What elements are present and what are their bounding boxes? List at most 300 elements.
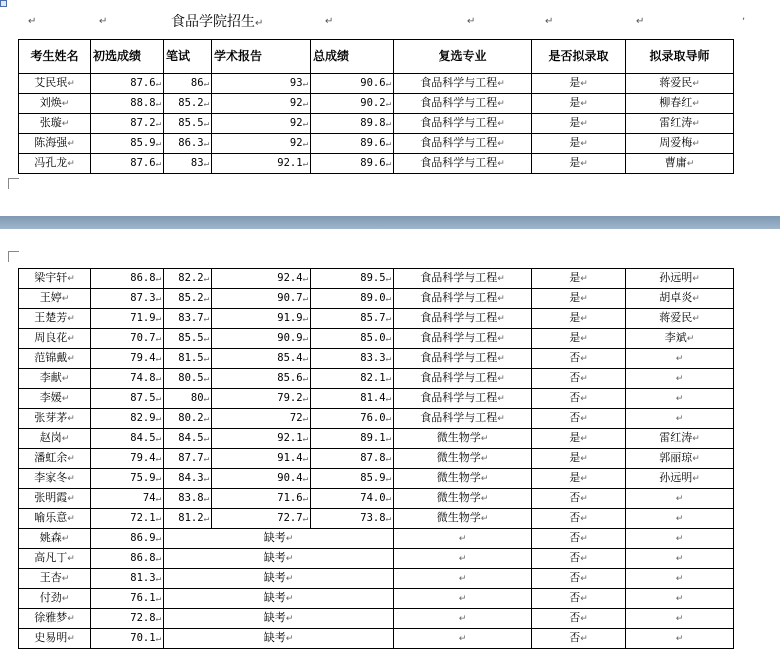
cell-preliminary-score [91, 269, 164, 289]
cell-academic-report-text: 92.1 [277, 156, 303, 169]
cell-academic-report [212, 349, 311, 369]
cell-written-test-text: 83 [190, 156, 204, 169]
cell-total-score [311, 154, 394, 174]
cell-supervisor [626, 134, 734, 154]
cell-preliminary-score-text: 86.8 [130, 551, 156, 564]
cell-candidate-name-text: 李献 [39, 371, 62, 384]
cell-end-mark: ↵ [675, 594, 684, 604]
cell-end-mark: ↵ [497, 294, 505, 304]
cell-academic-report [212, 509, 311, 529]
paragraph-mark: , [742, 11, 746, 22]
cell-preliminary-score [91, 134, 164, 154]
cell-academic-report [212, 489, 311, 509]
cell-preliminary-score-text: 81.3 [130, 571, 156, 584]
cell-end-mark: ↵ [385, 293, 391, 304]
cell-major [394, 569, 532, 589]
cell-end-mark: ↵ [155, 453, 161, 464]
cell-end-mark: ↵ [285, 614, 294, 624]
header-major: 复选专业 [394, 40, 532, 74]
cell-major-text: 食品科学与工程 [420, 411, 498, 424]
cell-supervisor [626, 529, 734, 549]
cell-candidate-name [19, 369, 91, 389]
cell-end-mark: ↵ [302, 98, 308, 109]
cell-end-mark: ↵ [480, 474, 489, 484]
cell-end-mark: ↵ [285, 634, 294, 644]
cell-total-score [311, 329, 394, 349]
cell-candidate-name-text: 艾民珉 [34, 76, 68, 89]
cell-end-mark: ↵ [302, 453, 308, 464]
cell-end-mark: ↵ [458, 554, 467, 564]
cell-end-mark: ↵ [580, 514, 588, 524]
cell-admitted-text: 否 [569, 611, 581, 624]
cell-major [394, 369, 532, 389]
cell-candidate-name-text: 冯孔龙 [34, 156, 68, 169]
cell-candidate-name-text: 赵岗 [39, 431, 62, 444]
cell-end-mark: ↵ [302, 393, 308, 404]
cell-candidate-name-text: 梁宇轩 [34, 271, 68, 284]
cell-supervisor [626, 154, 734, 174]
cell-end-mark: ↵ [67, 454, 75, 464]
cell-total-score [311, 469, 394, 489]
cell-admitted-text: 是 [569, 136, 581, 149]
cell-preliminary-score [91, 289, 164, 309]
cell-end-mark: ↵ [67, 634, 75, 644]
cell-end-mark: ↵ [497, 79, 505, 89]
cell-end-mark: ↵ [302, 373, 308, 384]
cell-preliminary-score-text: 86.8 [130, 271, 156, 284]
cell-absent-text: 缺考 [263, 611, 286, 624]
cell-academic-report-text: 90.7 [277, 291, 303, 304]
cell-written-test [164, 269, 212, 289]
cell-major [394, 134, 532, 154]
cell-total-score-text: 89.8 [360, 116, 386, 129]
cell-academic-report [212, 309, 311, 329]
cell-end-mark: ↵ [385, 493, 391, 504]
cell-end-mark: ↵ [385, 273, 391, 284]
table-row [19, 409, 734, 429]
cell-end-mark: ↵ [458, 574, 467, 584]
cell-candidate-name-text: 范锦戴 [34, 351, 68, 364]
cell-academic-report [212, 449, 311, 469]
cell-total-score-text: 83.3 [360, 351, 386, 364]
cell-major-text: 微生物学 [436, 451, 481, 464]
cell-major-text: 微生物学 [436, 491, 481, 504]
cell-total-score-text: 85.9 [360, 471, 386, 484]
cell-academic-report [212, 409, 311, 429]
cell-preliminary-score [91, 529, 164, 549]
cell-end-mark: ↵ [155, 373, 161, 384]
cell-end-mark: ↵ [385, 138, 391, 149]
cell-total-score-text: 89.0 [360, 291, 386, 304]
cell-preliminary-score-text: 72.8 [130, 611, 156, 624]
cell-supervisor-text: 胡卓炎 [659, 291, 693, 304]
cell-written-test [164, 309, 212, 329]
cell-end-mark: ↵ [675, 414, 684, 424]
cell-preliminary-score-text: 79.4 [130, 351, 156, 364]
cell-admitted [532, 154, 626, 174]
cell-admitted [532, 289, 626, 309]
document-page-1 [0, 0, 780, 216]
cell-absent [164, 529, 394, 549]
cell-end-mark: ↵ [580, 294, 588, 304]
cell-end-mark: ↵ [155, 433, 161, 444]
cell-end-mark: ↵ [203, 313, 209, 324]
cell-major-text: 食品科学与工程 [420, 311, 498, 324]
cell-candidate-name-text: 徐雅梦 [34, 611, 68, 624]
cell-major-text: 食品科学与工程 [420, 116, 498, 129]
cell-major-text: 食品科学与工程 [420, 371, 498, 384]
page-title: 食品学院招生↵ [171, 14, 264, 30]
cell-total-score-text: 73.8 [360, 511, 386, 524]
cell-end-mark: ↵ [675, 514, 684, 524]
table-row-absent [19, 609, 734, 629]
cell-candidate-name-text: 王楚芳 [34, 311, 68, 324]
cell-end-mark: ↵ [580, 454, 588, 464]
table-row [19, 289, 734, 309]
cell-supervisor [626, 369, 734, 389]
cell-preliminary-score-text: 84.5 [130, 431, 156, 444]
cell-major-text: 食品科学与工程 [420, 271, 498, 284]
cell-end-mark: ↵ [580, 414, 588, 424]
cell-academic-report [212, 94, 311, 114]
cell-end-mark: ↵ [580, 274, 588, 284]
cell-academic-report-text: 85.6 [277, 371, 303, 384]
cell-major [394, 389, 532, 409]
cell-end-mark: ↵ [580, 334, 588, 344]
cell-total-score [311, 489, 394, 509]
cell-end-mark: ↵ [61, 434, 70, 444]
cell-academic-report [212, 289, 311, 309]
cell-end-mark: ↵ [285, 534, 294, 544]
cell-end-mark: ↵ [675, 634, 684, 644]
cell-end-mark: ↵ [203, 413, 209, 424]
cell-preliminary-score [91, 114, 164, 134]
cell-written-test-text: 86 [190, 76, 204, 89]
cell-major [394, 469, 532, 489]
cell-academic-report-text: 85.4 [277, 351, 303, 364]
table-row-absent [19, 549, 734, 569]
cell-major [394, 429, 532, 449]
cell-end-mark: ↵ [692, 274, 700, 284]
cell-end-mark: ↵ [67, 314, 75, 324]
cell-absent-text: 缺考 [263, 631, 286, 644]
cell-admitted [532, 589, 626, 609]
cell-candidate-name-text: 王婷 [39, 291, 62, 304]
cell-end-mark: ↵ [692, 79, 700, 89]
cell-end-mark: ↵ [580, 434, 588, 444]
cell-end-mark: ↵ [692, 474, 700, 484]
cell-candidate-name [19, 469, 91, 489]
cell-candidate-name-text: 潘虹余 [34, 451, 68, 464]
cell-written-test-text: 80.5 [178, 371, 204, 384]
cell-major [394, 289, 532, 309]
cell-end-mark: ↵ [155, 118, 161, 129]
cell-written-test [164, 94, 212, 114]
cell-end-mark: ↵ [61, 534, 70, 544]
cell-end-mark: ↵ [203, 78, 209, 89]
cell-preliminary-score-text: 72.1 [130, 511, 156, 524]
cell-written-test [164, 409, 212, 429]
cell-preliminary-score-text: 82.9 [130, 411, 156, 424]
cell-candidate-name-text: 姚森 [39, 531, 62, 544]
cell-admitted-text: 否 [569, 391, 581, 404]
cell-major [394, 449, 532, 469]
cell-written-test [164, 489, 212, 509]
cell-end-mark: ↵ [203, 473, 209, 484]
table-row [19, 94, 734, 114]
cell-admitted [532, 569, 626, 589]
cell-preliminary-score-text: 87.3 [130, 291, 156, 304]
cell-admitted [532, 114, 626, 134]
cell-admitted [532, 134, 626, 154]
cell-total-score [311, 409, 394, 429]
cell-supervisor-text: 周爱梅 [659, 136, 693, 149]
cell-written-test [164, 329, 212, 349]
cell-supervisor [626, 74, 734, 94]
cell-end-mark: ↵ [675, 574, 684, 584]
table-row [19, 154, 734, 174]
cell-admitted-text: 是 [569, 116, 581, 129]
cell-end-mark: ↵ [580, 314, 588, 324]
cell-candidate-name [19, 94, 91, 114]
cell-admitted [532, 609, 626, 629]
cell-total-score-text: 90.2 [360, 96, 386, 109]
cell-candidate-name-text: 陈海强 [34, 136, 68, 149]
cell-admitted-text: 是 [569, 331, 581, 344]
page-separator [0, 216, 780, 229]
cell-preliminary-score [91, 429, 164, 449]
cell-supervisor [626, 309, 734, 329]
cell-total-score [311, 449, 394, 469]
cell-end-mark: ↵ [155, 613, 161, 624]
cell-end-mark: ↵ [385, 98, 391, 109]
cell-end-mark: ↵ [497, 119, 505, 129]
cell-end-mark: ↵ [155, 633, 161, 644]
cell-end-mark: ↵ [203, 493, 209, 504]
cell-end-mark: ↵ [675, 354, 684, 364]
header-academic-report: 学术报告 [212, 40, 311, 74]
cell-written-test [164, 389, 212, 409]
cell-supervisor-text: 孙远明 [659, 471, 693, 484]
cell-written-test-text: 85.5 [178, 331, 204, 344]
cell-total-score [311, 114, 394, 134]
cell-major-text: 食品科学与工程 [420, 156, 498, 169]
header-admitted: 是否拟录取 [532, 40, 626, 74]
cell-candidate-name [19, 449, 91, 469]
cell-end-mark: ↵ [155, 533, 161, 544]
cell-admitted-text: 否 [569, 511, 581, 524]
cell-supervisor [626, 349, 734, 369]
cell-candidate-name [19, 569, 91, 589]
cell-candidate-name [19, 114, 91, 134]
cell-end-mark: ↵ [580, 119, 588, 129]
cell-end-mark: ↵ [385, 313, 391, 324]
cell-total-score [311, 509, 394, 529]
cell-supervisor [626, 609, 734, 629]
cell-major [394, 329, 532, 349]
cell-preliminary-score [91, 74, 164, 94]
cell-end-mark: ↵ [155, 313, 161, 324]
table-row [19, 74, 734, 94]
cell-total-score [311, 134, 394, 154]
cell-academic-report-text: 72 [289, 411, 303, 424]
cell-preliminary-score-text: 74.8 [130, 371, 156, 384]
cell-candidate-name [19, 74, 91, 94]
table-row [19, 429, 734, 449]
cell-absent-text: 缺考 [263, 591, 286, 604]
cell-end-mark: ↵ [203, 433, 209, 444]
cell-candidate-name-text: 李媛 [39, 391, 62, 404]
cell-major [394, 94, 532, 114]
cell-end-mark: ↵ [203, 513, 209, 524]
cell-candidate-name-text: 张芽茅 [34, 411, 68, 424]
table-row [19, 329, 734, 349]
cell-end-mark: ↵ [580, 139, 588, 149]
cell-written-test [164, 154, 212, 174]
cell-total-score-text: 81.4 [360, 391, 386, 404]
cell-end-mark: ↵ [61, 294, 70, 304]
cell-end-mark: ↵ [458, 534, 467, 544]
cell-end-mark: ↵ [385, 333, 391, 344]
cell-preliminary-score-text: 71.9 [130, 311, 156, 324]
cell-absent [164, 549, 394, 569]
cell-written-test [164, 509, 212, 529]
cell-end-mark: ↵ [67, 79, 75, 89]
cell-end-mark: ↵ [686, 334, 695, 344]
cell-supervisor [626, 549, 734, 569]
cell-written-test-text: 85.5 [178, 116, 204, 129]
cell-academic-report-text: 92 [289, 116, 303, 129]
admissions-table-page-2 [18, 268, 734, 649]
cell-end-mark: ↵ [385, 513, 391, 524]
cell-academic-report-text: 90.4 [277, 471, 303, 484]
cell-supervisor [626, 569, 734, 589]
cell-academic-report-text: 91.9 [277, 311, 303, 324]
cell-total-score [311, 94, 394, 114]
cell-end-mark: ↵ [67, 514, 75, 524]
cell-total-score [311, 389, 394, 409]
cell-end-mark: ↵ [155, 593, 161, 604]
cell-admitted [532, 329, 626, 349]
cell-supervisor-text: 李斌 [664, 331, 687, 344]
cell-written-test [164, 114, 212, 134]
cell-major [394, 309, 532, 329]
cell-end-mark: ↵ [692, 454, 700, 464]
cell-end-mark: ↵ [497, 394, 505, 404]
cell-candidate-name-text: 周良花 [34, 331, 68, 344]
cell-preliminary-score-text: 70.7 [130, 331, 156, 344]
cell-candidate-name [19, 329, 91, 349]
cell-written-test-text: 80 [190, 391, 204, 404]
cell-end-mark: ↵ [155, 553, 161, 564]
cell-supervisor-text: 蒋爱民 [659, 311, 693, 324]
cell-end-mark: ↵ [385, 433, 391, 444]
cell-admitted [532, 74, 626, 94]
paragraph-mark: ↵ [545, 16, 554, 27]
cell-major-text: 食品科学与工程 [420, 136, 498, 149]
cell-academic-report-text: 72.7 [277, 511, 303, 524]
cell-end-mark: ↵ [385, 373, 391, 384]
cell-candidate-name [19, 429, 91, 449]
cell-total-score [311, 269, 394, 289]
cell-major [394, 529, 532, 549]
cell-end-mark: ↵ [302, 513, 308, 524]
cell-total-score-text: 82.1 [360, 371, 386, 384]
cell-admitted [532, 509, 626, 529]
cell-admitted-text: 否 [569, 491, 581, 504]
cell-end-mark: ↵ [385, 393, 391, 404]
cell-end-mark: ↵ [155, 513, 161, 524]
cell-preliminary-score [91, 569, 164, 589]
cell-major [394, 409, 532, 429]
cell-candidate-name [19, 609, 91, 629]
cell-end-mark: ↵ [67, 139, 75, 149]
cell-major-text: 食品科学与工程 [420, 391, 498, 404]
cell-end-mark: ↵ [285, 594, 294, 604]
cell-end-mark: ↵ [480, 454, 489, 464]
cell-end-mark: ↵ [67, 354, 75, 364]
table-row [19, 509, 734, 529]
cell-end-mark: ↵ [155, 98, 161, 109]
cell-end-mark: ↵ [155, 333, 161, 344]
header-total-score: 总成绩 [311, 40, 394, 74]
cell-end-mark: ↵ [61, 374, 70, 384]
cell-academic-report-text: 92 [289, 96, 303, 109]
header-supervisor: 拟录取导师 [626, 40, 734, 74]
cell-end-mark: ↵ [385, 118, 391, 129]
cell-end-mark: ↵ [61, 119, 70, 129]
table-row [19, 349, 734, 369]
cell-total-score-text: 74.0 [360, 491, 386, 504]
table-row [19, 469, 734, 489]
cell-end-mark: ↵ [686, 159, 695, 169]
cell-absent-text: 缺考 [263, 571, 286, 584]
cell-end-mark: ↵ [497, 334, 505, 344]
cell-end-mark: ↵ [302, 353, 308, 364]
cell-candidate-name [19, 589, 91, 609]
cell-candidate-name [19, 549, 91, 569]
cell-supervisor [626, 469, 734, 489]
cell-academic-report-text: 71.6 [277, 491, 303, 504]
table-row-absent [19, 569, 734, 589]
cell-major [394, 609, 532, 629]
cell-absent-text: 缺考 [263, 551, 286, 564]
cell-preliminary-score-text: 88.8 [130, 96, 156, 109]
cell-end-mark: ↵ [385, 453, 391, 464]
cell-end-mark: ↵ [203, 333, 209, 344]
cell-admitted [532, 449, 626, 469]
cell-candidate-name-text: 王杏 [39, 571, 62, 584]
cell-major [394, 74, 532, 94]
cell-major [394, 114, 532, 134]
cell-written-test-text: 86.3 [178, 136, 204, 149]
cell-preliminary-score-text: 75.9 [130, 471, 156, 484]
cell-absent [164, 589, 394, 609]
cell-written-test-text: 80.2 [178, 411, 204, 424]
cell-end-mark: ↵ [580, 354, 588, 364]
cell-end-mark: ↵ [203, 273, 209, 284]
cell-admitted-text: 否 [569, 531, 581, 544]
cell-written-test-text: 83.8 [178, 491, 204, 504]
cell-supervisor-text: 蒋爱民 [659, 76, 693, 89]
cell-end-mark: ↵ [61, 574, 70, 584]
cell-preliminary-score-text: 70.1 [130, 631, 156, 644]
cell-academic-report [212, 469, 311, 489]
table-row [19, 134, 734, 154]
cell-end-mark: ↵ [580, 79, 588, 89]
cell-preliminary-score-text: 86.9 [130, 531, 156, 544]
paragraph-mark: ↵ [28, 16, 37, 27]
